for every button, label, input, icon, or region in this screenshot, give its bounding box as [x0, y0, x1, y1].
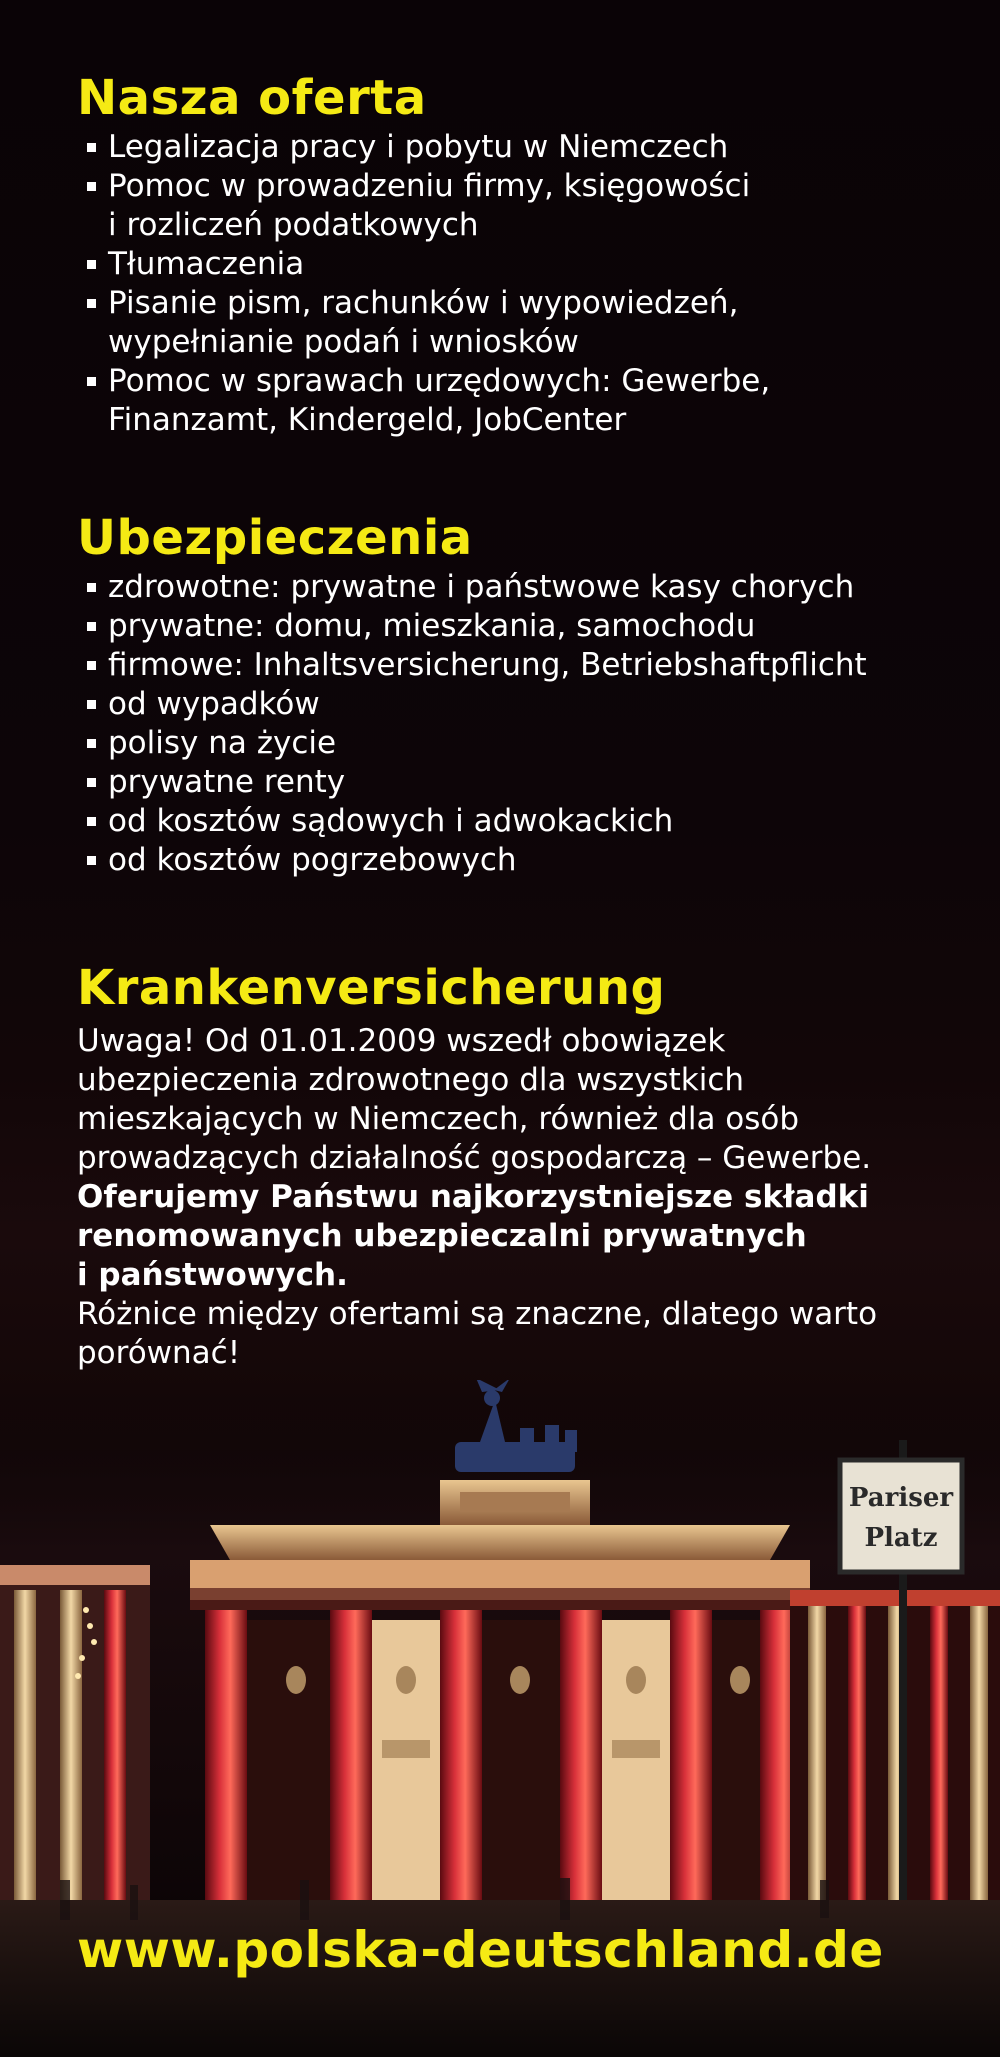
insurance-list-item — [77, 607, 957, 646]
insurance-item-text: od wypadków — [108, 686, 320, 722]
health-insurance-line: Różnice między ofertami są znaczne, dlatego warto — [77, 1296, 878, 1332]
health-insurance-line: porównać! — [77, 1335, 241, 1371]
bullet-icon — [87, 700, 96, 709]
offer-item-text: Pomoc w sprawach urzędowych: Gewerbe, — [108, 363, 771, 399]
offer-item-text: Pisanie pism, rachunków i wypowiedzeń, — [108, 285, 739, 321]
offer-list — [77, 128, 957, 440]
insurance-list-item — [77, 568, 957, 607]
sign-line-2: Platz — [864, 1523, 938, 1553]
offer-item-text: Tłumaczenia — [108, 246, 305, 282]
insurance-item-text: od kosztów sądowych i adwokackich — [108, 803, 674, 839]
insurance-section — [77, 510, 957, 880]
insurance-list-item — [77, 685, 957, 724]
health-insurance-line: ubezpieczenia zdrowotnego dla wszystkich — [77, 1062, 745, 1098]
insurance-list — [77, 568, 957, 880]
health-insurance-section — [77, 960, 957, 1373]
health-insurance-heading: Krankenversicherung — [77, 960, 666, 1016]
health-insurance-line: mieszkających w Niemczech, również dla osób — [77, 1101, 800, 1137]
bullet-icon — [87, 182, 96, 191]
main-gate — [190, 1480, 810, 1910]
bullet-icon — [87, 143, 96, 152]
offer-heading: Nasza oferta — [77, 70, 427, 126]
insurance-item-text: prywatne: domu, mieszkania, samochodu — [108, 608, 756, 644]
bullet-icon — [87, 260, 96, 269]
offer-item-text: Finanzamt, Kindergeld, JobCenter — [108, 402, 627, 438]
offer-section — [77, 70, 957, 440]
health-insurance-text — [77, 1022, 957, 1373]
insurance-list-item — [77, 802, 957, 841]
right-building — [790, 1590, 1000, 1906]
offer-item-text: i rozliczeń podatkowych — [108, 207, 479, 243]
insurance-heading: Ubezpieczenia — [77, 510, 473, 566]
offer-item-text: Legalizacja pracy i pobytu w Niemczech — [108, 129, 729, 165]
bullet-icon — [87, 622, 96, 631]
insurance-list-item — [77, 763, 957, 802]
bullet-icon — [87, 856, 96, 865]
offer-item-text: Pomoc w prowadzeniu firmy, księgowości — [108, 168, 751, 204]
sign-line-1: Pariser — [848, 1483, 954, 1513]
offer-list-item — [77, 245, 957, 284]
bullet-icon — [87, 778, 96, 787]
offer-list-item — [77, 128, 957, 167]
insurance-item-text: zdrowotne: prywatne i państwowe kasy chorych — [108, 569, 855, 605]
bullet-icon — [87, 739, 96, 748]
offer-list-item — [77, 362, 957, 440]
health-insurance-line: Uwaga! Od 01.01.2009 wszedł obowiązek — [77, 1023, 726, 1059]
bullet-icon — [87, 817, 96, 826]
bullet-icon — [87, 583, 96, 592]
insurance-list-item — [77, 841, 957, 880]
bullet-icon — [87, 377, 96, 386]
health-insurance-line: i państwowych. — [77, 1257, 348, 1293]
insurance-item-text: polisy na życie — [108, 725, 337, 761]
insurance-list-item — [77, 646, 957, 685]
offer-list-item — [77, 284, 957, 362]
offer-list-item — [77, 167, 957, 245]
health-insurance-line: prowadzących działalność gospodarczą – Gewerbe. — [77, 1140, 872, 1176]
insurance-item-text: firmowe: Inhaltsversicherung, Betriebshaftpflicht — [108, 647, 867, 683]
website-url[interactable]: www.polska-deutschland.de — [77, 1921, 884, 1979]
left-building — [0, 1565, 150, 1905]
offer-item-text: wypełnianie podań i wniosków — [108, 324, 579, 360]
bullet-icon — [87, 299, 96, 308]
health-insurance-line: Oferujemy Państwu najkorzystniejsze składki — [77, 1179, 869, 1215]
bullet-icon — [87, 661, 96, 670]
insurance-item-text: prywatne renty — [108, 764, 346, 800]
insurance-item-text: od kosztów pogrzebowych — [108, 842, 517, 878]
insurance-list-item — [77, 724, 957, 763]
health-insurance-line: renomowanych ubezpieczalni prywatnych — [77, 1218, 807, 1254]
